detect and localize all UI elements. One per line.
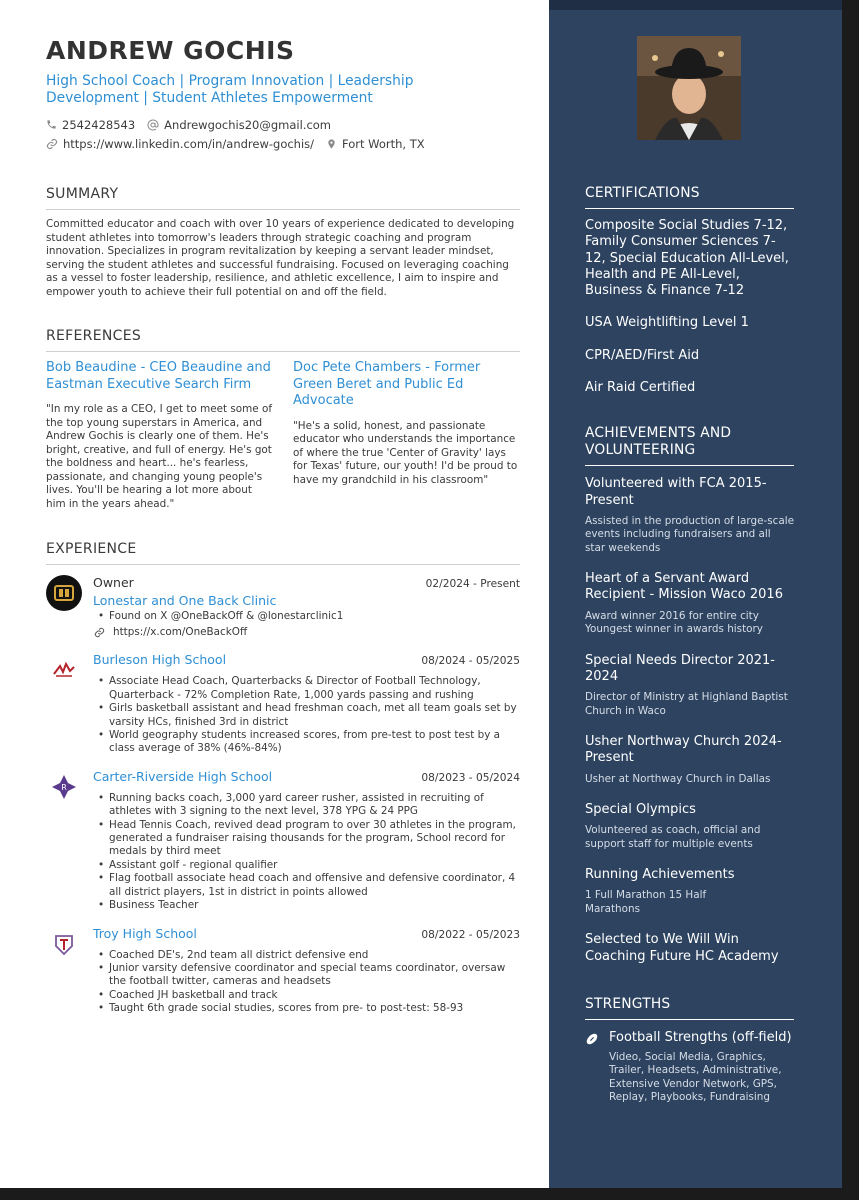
contact-phone[interactable]: [46, 118, 135, 132]
burleson-logo-icon: [46, 652, 82, 688]
phone-icon: [46, 119, 57, 130]
certification-item: CPR/AED/First Aid: [585, 347, 700, 363]
page-frame-right: [842, 0, 859, 1200]
experience-dates: 08/2023 - 05/2024: [421, 771, 520, 784]
experience-bullet: • Assistant golf - regional qualifier: [109, 859, 520, 872]
experience-link-url: https://x.com/OneBackOff: [113, 626, 248, 639]
summary-title: SUMMARY: [46, 186, 520, 210]
achievement-desc: Usher at Northway Church in Dallas: [585, 772, 771, 785]
experience-company: Troy High School: [93, 925, 197, 941]
experience-bullet: • Flag football associate head coach and offensive and defensive coordinator, 4 all district players, 1st in district in points allowed: [109, 872, 520, 899]
reference-quote: "He's a solid, honest, and passionate educator who understands the importance of where the true 'Center of Gravity' lays for Texas' future, our youth! I'd be proud to have my grandchild in his classroom": [293, 419, 518, 486]
experience-bullet: • Running backs coach, 3,000 yard career rusher, assisted in recruiting of athletes with 3 signing to the next level, 378 YPG & 24 PPG: [109, 792, 520, 819]
experience-header: [93, 769, 520, 784]
experience-bullet: • Coached DE's, 2nd team all district defensive end: [109, 949, 520, 962]
achievement-item: [585, 932, 794, 965]
sidebar-top-edge: [549, 0, 842, 10]
experience-bullets: [93, 949, 520, 1016]
carter-riverside-logo-icon: [46, 769, 82, 805]
experience-bullets: [93, 792, 520, 913]
page-frame-bottom: [0, 1188, 859, 1200]
achievement-item: [585, 571, 794, 636]
certification-item: USA Weightlifting Level 1: [585, 315, 749, 331]
achievement-desc: Director of Ministry at Highland Baptist Church in Waco: [585, 691, 788, 717]
experience-title: EXPERIENCE: [46, 541, 520, 565]
achievement-desc: Assisted in the production of large-scale events including fundraisers and all star weekends: [585, 514, 794, 554]
experience-bullet: • Girls basketball assistant and head freshman coach, met all team goals set by varsity HCs, finished 3rd in district: [109, 702, 520, 729]
experience-header: [93, 926, 520, 941]
linkedin-url: https://www.linkedin.com/in/andrew-gochis/: [63, 136, 315, 151]
strengths-section: [585, 996, 794, 1105]
contact-row-2: [46, 136, 520, 151]
reference-quote: "In my role as a CEO, I get to meet some of the top young superstars in America, and Andrew Gochis is clearly one of them. He's bright, creative, and full of energy. He's got the boldness and heart... he's fearless, passionate, and changing young people's lives. You'll be hearing a lot more about him in the years ahead.": [46, 403, 273, 510]
achievement-desc: Award winner 2016 for entire city Youngest winner in awards history: [585, 609, 763, 636]
certifications-title: CERTIFICATIONS: [585, 185, 794, 209]
experience-dates: 02/2024 - Present: [425, 578, 520, 590]
achievement-title: Usher Northway Church 2024-Present: [585, 734, 782, 766]
troy-logo-icon: [46, 926, 82, 962]
experience-bullets: [93, 675, 520, 755]
strength-item: [585, 1030, 794, 1105]
experience-item: [46, 575, 520, 638]
experience-link[interactable]: [93, 626, 520, 638]
experience-bullet: • Coached JH basketball and track: [109, 989, 520, 1002]
strength-desc: Video, Social Media, Graphics, Trailer, Headsets, Administrative, Extensive Vendor Network, GPS, Replay, Playbooks, Fundraising: [609, 1050, 782, 1104]
references-list: [46, 360, 520, 511]
experience-dates: 08/2022 - 05/2023: [421, 928, 520, 941]
certification-item: Air Raid Certified: [585, 380, 696, 396]
football-icon: [585, 1032, 599, 1046]
lonestar-logo-icon: [46, 575, 82, 611]
experience-bullet: • Associate Head Coach, Quarterbacks & Director of Football Technology, Quarterback - 72% Completion Rate, 1,000 yards passing and rushing: [109, 675, 520, 702]
certifications-section: [585, 185, 794, 1104]
experience-header: [93, 652, 520, 667]
reference-item: [293, 360, 520, 511]
references-section: [46, 328, 520, 511]
experience-bullet: • Found on X @OneBackOff & @lonestarclinic1: [109, 610, 520, 623]
experience-role: Owner: [93, 575, 134, 590]
certification-item: Composite Social Studies 7-12, Family Consumer Sciences 7-12, Special Education All-Level, Health and PE All-Level, Business & Finance 7-12: [585, 218, 789, 299]
svg-text:R: R: [61, 782, 67, 792]
experience-section: [46, 541, 520, 1016]
achievement-title: Selected to We Will Win Coaching Future HC Academy: [585, 932, 779, 964]
achievement-item: [585, 802, 794, 851]
experience-bullet: • Junior varsity defensive coordinator and special teams coordinator, oversaw the football twitter, cameras and headsets: [109, 962, 520, 989]
experience-bullet: • Head Tennis Coach, revived dead program to over 30 athletes in the program, generated a fundraiser raising thousands for the program, School record for medals by third meet: [109, 819, 520, 859]
achievement-title: Volunteered with FCA 2015-Present: [585, 476, 767, 508]
reference-name: Doc Pete Chambers - Former Green Beret and Public Ed Advocate: [293, 360, 481, 408]
achievement-desc: 1 Full Marathon 15 Half Marathons: [585, 889, 707, 915]
strengths-title: STRENGTHS: [585, 996, 794, 1020]
experience-bullet: • Taught 6th grade social studies, scores from pre- to post-test: 58-93: [109, 1002, 520, 1015]
experience-dates: 08/2024 - 05/2025: [421, 655, 520, 668]
contact-email[interactable]: [147, 118, 331, 132]
experience-company: Burleson High School: [93, 652, 227, 668]
experience-bullet: • Business Teacher: [109, 899, 520, 912]
location-pin-icon: [326, 138, 337, 150]
achievement-item: [585, 734, 794, 786]
achievements-section: [585, 425, 794, 964]
at-sign-icon: [147, 119, 159, 131]
achievements-title: ACHIEVEMENTS AND VOLUNTEERING: [585, 425, 794, 466]
achievement-item: [585, 867, 794, 916]
email-address: Andrewgochis20@gmail.com: [164, 117, 332, 132]
sidebar: [549, 10, 842, 1188]
summary-section: [46, 186, 520, 299]
summary-text: Committed educator and coach with over 10 years of experience dedicated to developing student athletes into tomorrow's leaders through strategic coaching and program innovation. Specializes in program revitalization by keeping a servant leader mindset, serving the student athletes and successful fundraising. Focused on leveraging coaching as a vessel to foster leadership, resilience, and athletic excellence, I aim to inspire and empower youth to achieve their full potential on and off the field.: [46, 218, 515, 298]
location-text: Fort Worth, TX: [342, 136, 425, 151]
contact-linkedin[interactable]: [46, 137, 314, 151]
phone-number: 2542428543: [62, 117, 136, 132]
experience-item: [46, 652, 520, 755]
experience-item: [46, 926, 520, 1016]
experience-item: [46, 769, 520, 913]
profile-photo-image: [637, 36, 741, 140]
reference-item: [46, 360, 273, 511]
strength-title: Football Strengths (off-field): [609, 1029, 792, 1045]
achievement-item: [585, 653, 794, 718]
achievement-title: Running Achievements: [585, 867, 735, 883]
contact-row-1: [46, 117, 520, 132]
link-icon: [94, 627, 105, 638]
achievement-item: [585, 476, 794, 555]
references-title: REFERENCES: [46, 328, 520, 352]
profile-photo: [637, 36, 741, 140]
contact-location: [326, 137, 425, 151]
link-icon: [46, 138, 58, 150]
experience-company: Lonestar and One Back Clinic: [93, 593, 277, 608]
achievement-title: Special Olympics: [585, 802, 696, 817]
experience-bullet: • World geography students increased scores, from pre-test to post test by a class average of 38% (46%-84%): [109, 729, 520, 756]
candidate-tagline: High School Coach | Program Innovation | Leadership Development | Student Athletes Empowerment: [46, 73, 414, 106]
achievement-desc: Volunteered as coach, official and support staff for multiple events: [585, 824, 761, 850]
experience-bullets: [93, 610, 520, 623]
reference-name: Bob Beaudine - CEO Beaudine and Eastman Executive Search Firm: [46, 360, 271, 392]
candidate-name: ANDREW GOCHIS: [46, 36, 295, 65]
achievement-title: Heart of a Servant Award Recipient - Mission Waco 2016: [585, 571, 783, 603]
experience-company: Carter-Riverside High School: [93, 768, 273, 784]
achievement-title: Special Needs Director 2021-2024: [585, 652, 775, 684]
experience-header: [93, 575, 520, 590]
